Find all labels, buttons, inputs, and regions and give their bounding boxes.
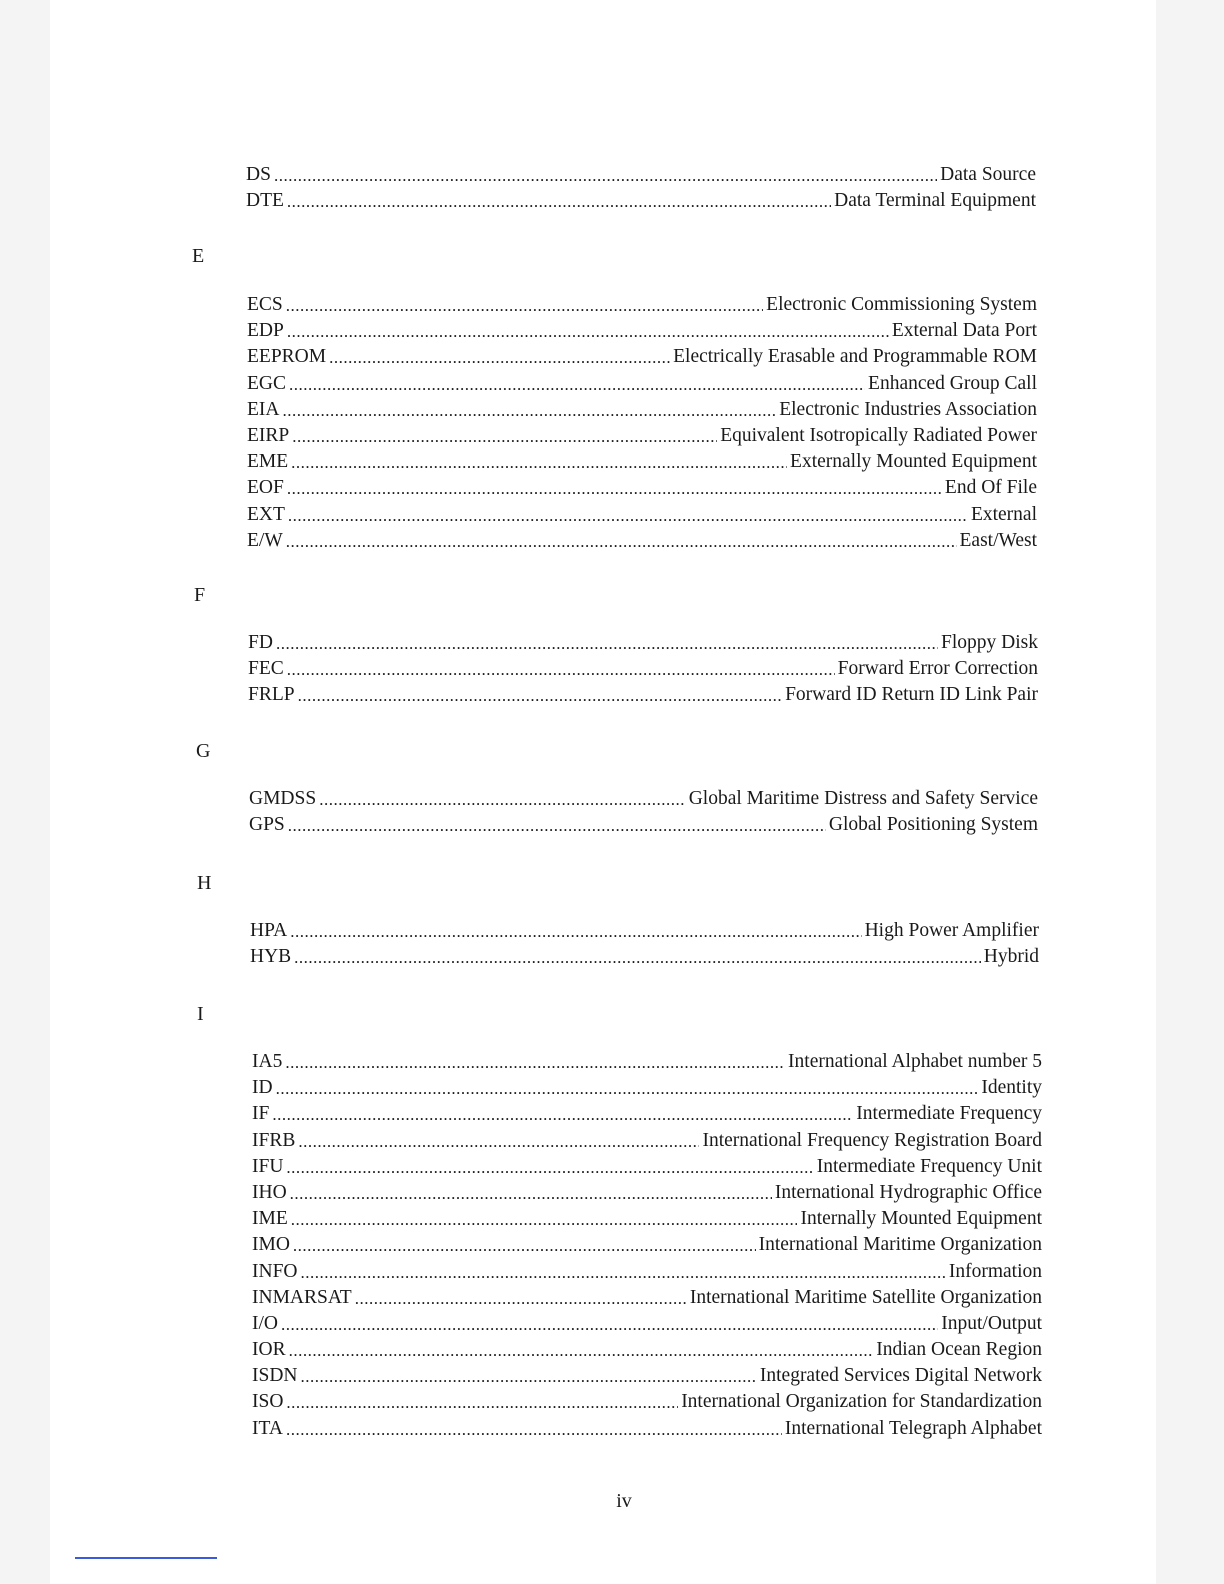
definition: International Alphabet number 5 [788,1051,1042,1072]
definition: External [970,503,1037,525]
dot-leader [355,1286,687,1312]
abbreviation: EGC [247,372,286,394]
definition: East/West [959,529,1037,551]
abbreviation: IME [252,1208,288,1230]
abbreviation: EEPROM [247,346,327,368]
page-number: iv [616,1490,632,1512]
definition: Internally Mounted Equipment [800,1208,1042,1230]
definition: Hybrid [983,946,1039,968]
abbreviation: INMARSAT [252,1286,352,1308]
glossary-entry [252,1128,1042,1154]
abbreviation: IF [252,1103,270,1125]
abbreviation: DS [246,164,271,185]
section-letter: I [197,1003,204,1025]
abbreviation: DTE [246,190,284,212]
definition: Global Maritime Distress and Safety Service [688,788,1038,809]
definition: Identity [981,1077,1042,1099]
glossary-entry [250,918,1039,944]
glossary-entry [252,1232,1042,1258]
abbreviation: IA5 [252,1051,283,1072]
glossary-entry [252,1180,1042,1206]
definition: Floppy Disk [941,632,1038,653]
dot-leader [301,1364,757,1390]
abbreviation: GMDSS [249,788,317,809]
definition: Enhanced Group Call [868,372,1037,394]
glossary-entry [252,1101,1042,1127]
abbreviation: FD [248,632,273,653]
glossary-entry [248,630,1038,656]
dot-leader [294,945,981,971]
definition: Electrically Erasable and Programmable ROM [673,346,1037,368]
glossary-entry [246,188,1036,214]
glossary-entry [248,682,1038,708]
section-letter: F [194,584,206,606]
abbreviation: EDP [247,320,284,342]
definition: Electronic Commissioning System [766,294,1037,315]
abbreviation: ECS [247,294,283,315]
dot-leader [293,1233,756,1259]
abbreviation: EXT [247,503,285,525]
abbreviation: EOF [247,477,284,499]
dot-leader [298,1129,699,1155]
abbreviation: IMO [252,1234,290,1256]
dot-leader [287,319,889,345]
definition: Equivalent Isotropically Radiated Power [720,424,1037,446]
definition: Electronic Industries Association [779,398,1037,420]
definition: International Organization for Standardization [681,1391,1042,1413]
entry-list [252,1049,1042,1442]
section-letter: E [192,245,205,267]
glossary-entry [252,1075,1042,1101]
glossary-entry [252,1206,1042,1232]
dot-leader [319,787,686,813]
abbreviation: EIA [247,398,280,420]
abbreviation: INFO [252,1260,298,1282]
definition: High Power Amplifier [864,920,1039,941]
entry-list [247,292,1037,554]
definition: International Maritime Organization [758,1234,1042,1256]
dot-leader [276,1076,979,1102]
abbreviation: IFU [252,1155,284,1177]
abbreviation: IFRB [252,1129,296,1151]
dot-leader [276,631,938,657]
dot-leader [292,424,717,450]
dot-leader [286,529,957,555]
abbreviation: EME [247,451,289,473]
definition: Forward ID Return ID Link Pair [785,684,1038,706]
definition: End Of File [944,477,1037,499]
abbreviation: IOR [252,1339,286,1361]
entry-list [246,162,1036,214]
dot-leader [274,163,937,189]
abbreviation: E/W [247,529,283,551]
glossary-entry [248,656,1038,682]
bottom-edge-line [75,1557,217,1559]
dot-leader [288,813,826,839]
glossary-entry [247,371,1037,397]
abbreviation: HYB [250,946,292,968]
glossary-entry [252,1416,1042,1442]
dot-leader [298,683,782,709]
abbreviation: FEC [248,658,284,680]
definition: Information [948,1260,1042,1282]
entry-list [250,918,1039,970]
dot-leader [285,1050,785,1076]
dot-leader [291,450,787,476]
definition: Intermediate Frequency [856,1103,1042,1125]
dot-leader [286,1390,678,1416]
definition: Data Terminal Equipment [834,190,1036,212]
definition: International Telegraph Alphabet [784,1417,1042,1439]
abbreviation: FRLP [248,684,295,706]
abbreviation: ID [252,1077,273,1099]
abbreviation: GPS [249,814,285,836]
definition: Data Source [940,164,1036,185]
glossary-entry [247,318,1037,344]
glossary-entry [252,1049,1042,1075]
dot-leader [290,919,861,945]
glossary-entry [252,1259,1042,1285]
dot-leader [272,1102,853,1128]
abbreviation: IHO [252,1181,287,1203]
dot-leader [287,189,831,215]
definition: Indian Ocean Region [876,1339,1042,1361]
definition: International Maritime Satellite Organization [689,1286,1042,1308]
dot-leader [290,1181,772,1207]
document-page [50,0,1156,1584]
abbreviation: I/O [252,1312,278,1334]
definition: International Hydrographic Office [774,1181,1042,1203]
glossary-entry [252,1285,1042,1311]
definition: Forward Error Correction [837,658,1038,680]
definition: International Frequency Registration Board [702,1129,1042,1151]
definition: Intermediate Frequency Unit [816,1155,1042,1177]
glossary-entry [252,1389,1042,1415]
glossary-entry [249,812,1038,838]
dot-leader [286,293,763,319]
glossary-entry [252,1337,1042,1363]
glossary-entry [247,292,1037,318]
glossary-entry [249,786,1038,812]
glossary-entry [252,1154,1042,1180]
glossary-entry [247,475,1037,501]
glossary-entry [250,944,1039,970]
dot-leader [281,1312,938,1338]
dot-leader [286,1417,782,1443]
glossary-entry [247,423,1037,449]
dot-leader [301,1260,946,1286]
dot-leader [291,1207,798,1233]
abbreviation: EIRP [247,424,290,446]
glossary-entry [252,1311,1042,1337]
definition: External Data Port [891,320,1037,342]
abbreviation: HPA [250,920,288,941]
definition: Integrated Services Digital Network [759,1365,1042,1387]
entry-list [249,786,1038,838]
definition: Externally Mounted Equipment [790,451,1037,473]
section-letter: H [197,872,212,894]
dot-leader [286,1155,813,1181]
abbreviation: ISDN [252,1365,298,1387]
glossary-entry [247,528,1037,554]
entry-list [248,630,1038,709]
glossary-entry [247,502,1037,528]
definition: Input/Output [941,1312,1042,1334]
definition: Global Positioning System [828,814,1038,836]
glossary-entry [246,162,1036,188]
abbreviation: ISO [252,1391,284,1413]
glossary-entry [252,1363,1042,1389]
glossary-entry [247,397,1037,423]
dot-leader [289,372,865,398]
dot-leader [288,503,968,529]
dot-leader [289,1338,874,1364]
glossary-entry [247,449,1037,475]
dot-leader [287,657,835,683]
dot-leader [329,345,670,371]
section-letter: G [196,740,211,762]
abbreviation: ITA [252,1417,283,1439]
dot-leader [283,398,777,424]
dot-leader [287,476,942,502]
glossary-entry [247,344,1037,370]
